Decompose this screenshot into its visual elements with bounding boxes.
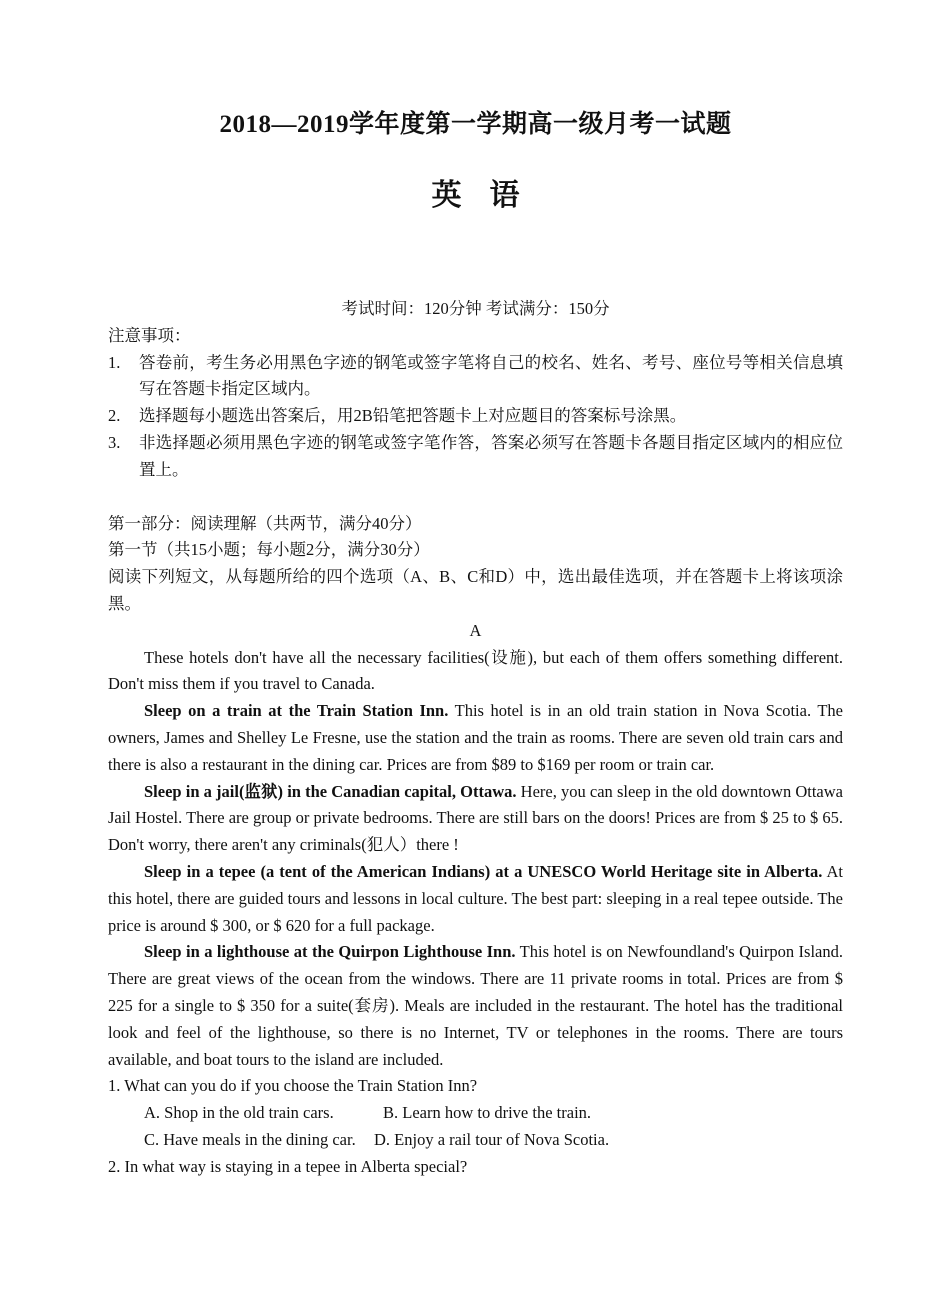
notice-number: 2.: [108, 406, 121, 426]
option-a: A. Shop in the old train cars.: [144, 1103, 334, 1123]
paragraph-lead: Sleep in a jail(监狱) in the Canadian capital, Ottawa.: [144, 781, 517, 801]
option-row: [108, 1127, 843, 1154]
notice-number: 1.: [108, 352, 121, 372]
section-heading: 第一节（共15小题；每小题2分，满分30分）: [108, 540, 430, 560]
subject-title: 英语: [431, 179, 548, 212]
exam-title: 2018—2019学年度第一学期高一级月考一试题: [219, 111, 732, 138]
passage-label: A: [469, 620, 482, 640]
passage-paragraph: [108, 859, 843, 939]
reading-instruction: 阅读下列短文，从每题所给的四个选项（A、B、C和D）中，选出最佳选项，并在答题卡上将该项涂黑。: [108, 567, 843, 613]
exam-info: 考试时间：120分钟 考试满分：150分: [341, 299, 610, 318]
passage-intro: These hotels don't have all the necessary facilities(设施), but each of them offers something different. Don't miss them if you travel to Canada.: [108, 647, 843, 694]
notice-number: 3.: [108, 432, 121, 452]
notice-item: [108, 430, 843, 484]
question-stem: 2. In what way is staying in a tepee in Alberta special?: [108, 1156, 468, 1176]
part-heading: 第一部分：阅读理解（共两节，满分40分）: [108, 513, 422, 533]
notice-text: 非选择题必须用黑色字迹的钢笔或签字笔作答，答案必须写在答题卡各题目指定区域内的相应位置上。: [139, 432, 843, 479]
option-c: C. Have meals in the dining car.: [144, 1129, 356, 1149]
passage-paragraph: [108, 939, 843, 1073]
option-d: D. Enjoy a rail tour of Nova Scotia.: [374, 1129, 610, 1149]
option-row: [108, 1100, 843, 1127]
notice-item: [108, 403, 843, 430]
paragraph-text: At this hotel, there are guided tours and lessons in local culture. The best part: sleeping in a real tepee outside. The price is around $ 300, or $ 620 for a full package.: [108, 861, 843, 935]
question-stem: 1. What can you do if you choose the Train Station Inn?: [108, 1076, 478, 1096]
paragraph-lead: Sleep in a lighthouse at the Quirpon Lighthouse Inn.: [144, 942, 516, 962]
notice-heading: 注意事项：: [108, 325, 191, 345]
paragraph-text: This hotel is on Newfoundland's Quirpon Island. There are great views of the ocean from the windows. There are 11 private rooms in total. Prices are from $ 225 for a single to $ 350 for a suite(套房). Meals are included in the restaurant. The hotel has the traditional look and feel of the lighthouse, so there is no Internet, TV or telephones in the rooms. There are tours available, and boat tours to the island are included.: [108, 942, 843, 1069]
paragraph-text: This hotel is in an old train station in Nova Scotia. The owners, James and Shelley Le Fresne, use the station and the train as rooms. There are seven old train cars and there is also a restaurant in the dining car. Prices are from $89 to $169 per room or train car.: [108, 701, 843, 774]
notice-text: 答卷前，考生务必用黑色字迹的钢笔或签字笔将自己的校名、姓名、考号、座位号等相关信息填写在答题卡指定区域内。: [139, 352, 843, 399]
paragraph-lead: Sleep on a train at the Train Station Inn.: [144, 701, 449, 721]
notice-text: 选择题每小题选出答案后，用2B铅笔把答题卡上对应题目的答案标号涂黑。: [139, 406, 687, 426]
paragraph-lead: Sleep in a tepee (a tent of the American Indians) at a UNESCO World Heritage site in Alberta.: [144, 861, 823, 881]
paragraph-text: Here, you can sleep in the old downtown Ottawa Jail Hostel. There are group or private bedrooms. There are still bars on the doors! Prices are from $ 25 to $ 65. Don't worry, there aren't any criminals(犯人）there !: [108, 781, 843, 855]
option-b: B. Learn how to drive the train.: [383, 1103, 592, 1123]
passage-paragraph: [108, 698, 843, 778]
notice-item: [108, 350, 843, 404]
document-body: [108, 296, 843, 1181]
passage-paragraph: [108, 779, 843, 859]
